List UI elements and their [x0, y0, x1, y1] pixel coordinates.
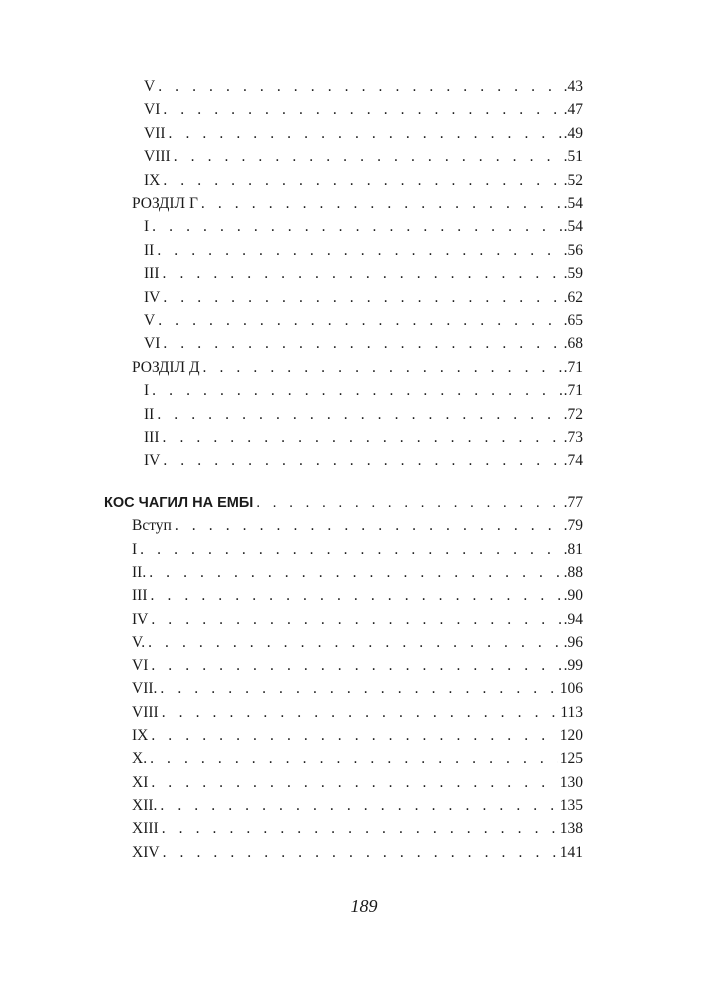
dot-leader	[163, 263, 562, 285]
page-number: 189	[350, 896, 378, 916]
toc-entry	[144, 380, 583, 402]
toc-entry-page: 135	[559, 796, 583, 814]
toc-chapter-entry	[132, 193, 583, 215]
dot-leader	[163, 427, 562, 449]
toc-entry-label: VIII	[132, 703, 159, 721]
toc-entry-label: IV	[132, 610, 149, 628]
dot-leader	[162, 818, 558, 840]
toc-entry-label: X.	[132, 750, 148, 768]
dot-leader	[163, 99, 561, 121]
toc-section-title	[104, 492, 583, 514]
dot-leader	[158, 310, 561, 332]
toc-entry	[144, 404, 583, 426]
dot-leader	[256, 492, 561, 514]
toc-entry-page: .56	[563, 241, 583, 259]
toc-entry-label: XIV	[132, 843, 160, 861]
toc-entry-label: XII.	[132, 796, 158, 814]
toc-entry-page: .54	[563, 218, 583, 236]
toc-entry-label: IV	[144, 288, 161, 306]
toc-entry-label: КОС ЧАГИЛ НА ЕМБІ	[104, 495, 254, 511]
toc-entry-page: .96	[563, 633, 583, 651]
toc-entry-page: .68	[563, 335, 583, 353]
dot-leader	[160, 678, 557, 700]
toc-entry	[132, 515, 583, 537]
toc-entry	[144, 310, 583, 332]
toc-entry-label: РОЗДІЛ Д	[132, 358, 200, 376]
dot-leader	[151, 772, 557, 794]
toc-entry	[144, 450, 583, 472]
dot-leader	[157, 240, 561, 262]
dot-leader	[149, 562, 561, 584]
dot-leader	[140, 539, 561, 561]
toc-entry	[132, 585, 583, 607]
toc-entry-label: XI	[132, 773, 149, 791]
dot-leader	[175, 515, 562, 537]
toc-entry	[132, 795, 583, 817]
toc-entry-page: .88	[563, 563, 583, 581]
toc-entry-page: .71	[563, 358, 583, 376]
toc-entry	[144, 240, 583, 262]
toc-entry-label: V	[144, 78, 156, 95]
dot-leader	[157, 404, 561, 426]
toc-entry	[144, 287, 583, 309]
toc-entry-label: Вступ	[132, 517, 172, 535]
toc-entry-page: 106	[559, 680, 583, 698]
toc-entry-label: I	[144, 382, 150, 400]
dot-leader	[150, 748, 558, 770]
dot-leader	[160, 795, 557, 817]
dot-leader	[151, 609, 561, 631]
toc-entry	[144, 263, 583, 285]
toc-entry	[144, 333, 583, 355]
dot-leader	[163, 287, 561, 309]
toc-entry-page: .52	[563, 171, 583, 189]
toc-entry-page: .71	[563, 382, 583, 400]
toc-entry-label: II.	[132, 563, 147, 581]
toc-entry-page: .43	[563, 78, 583, 95]
toc-entry	[132, 632, 583, 654]
dot-leader	[148, 632, 562, 654]
toc-entry-label: I	[144, 218, 150, 236]
toc-entry	[132, 655, 583, 677]
toc-entry-page: .54	[563, 195, 583, 212]
toc-entry	[144, 99, 583, 121]
dot-leader	[151, 655, 561, 677]
toc-entry-label: V.	[132, 633, 146, 651]
toc-entry-label: XIII	[132, 820, 159, 838]
dot-leader	[151, 585, 562, 607]
toc-entry-page: .79	[563, 517, 583, 535]
dot-leader	[174, 146, 562, 168]
toc-entry-label: IV	[144, 452, 161, 470]
toc-entry-label: III	[144, 265, 160, 283]
dot-leader	[152, 380, 561, 402]
dot-leader	[162, 702, 559, 724]
toc-entry-page: 138	[559, 820, 583, 838]
toc-entry-page: .65	[563, 312, 583, 329]
toc-entry-label: VIII	[144, 148, 171, 166]
toc-entry-label: IX	[132, 727, 149, 744]
toc-entry-page: 141	[559, 843, 583, 861]
toc-entry	[144, 170, 583, 192]
toc-entry-page: .72	[563, 405, 583, 423]
toc-entry	[132, 748, 583, 770]
toc-entry	[144, 123, 583, 145]
toc-entry-page: 125	[559, 750, 583, 768]
toc-entry-page: .90	[563, 587, 583, 605]
toc-entry-label: IX	[144, 171, 161, 189]
toc-entry-label: III	[144, 429, 160, 446]
toc-entry-page: .59	[563, 265, 583, 283]
toc-entry-label: VI	[144, 335, 161, 353]
toc-entry	[132, 842, 583, 864]
toc-entry-page: .99	[563, 657, 583, 675]
toc-entry-page: .74	[563, 452, 583, 470]
dot-leader	[152, 216, 561, 238]
toc-entry-page: .81	[563, 540, 583, 558]
toc-entry	[144, 76, 583, 98]
dot-leader	[163, 842, 558, 864]
toc-entry	[132, 702, 583, 724]
dot-leader	[158, 76, 561, 98]
dot-leader	[163, 170, 561, 192]
toc-entry	[132, 725, 583, 747]
toc-entry-page: .62	[563, 288, 583, 306]
toc-entry-label: I	[132, 540, 138, 558]
toc-entry	[132, 772, 583, 794]
dot-leader	[203, 357, 562, 379]
dot-leader	[201, 193, 562, 215]
toc-entry-label: VI	[144, 101, 161, 119]
toc-entry	[132, 818, 583, 840]
toc-entry-label: III	[132, 587, 148, 605]
toc-entry-page: .51	[563, 148, 583, 166]
dot-leader	[163, 333, 561, 355]
toc-entry-label: II	[144, 405, 155, 423]
toc-entry	[132, 678, 583, 700]
toc-entry	[144, 427, 583, 449]
dot-leader	[163, 450, 561, 472]
toc-entry-label: VII.	[132, 680, 158, 698]
toc-entry	[144, 146, 583, 168]
dot-leader	[151, 725, 557, 747]
toc-entry-label: VI	[132, 657, 149, 675]
toc-entry-page: 130	[559, 773, 583, 791]
dot-leader	[169, 123, 562, 145]
toc-entry-label: II	[144, 241, 155, 259]
toc-entry-page: .77	[563, 494, 583, 511]
toc-entry-page: .47	[563, 101, 583, 119]
toc-entry-label: РОЗДІЛ Г	[132, 195, 198, 212]
toc-chapter-entry	[132, 357, 583, 379]
toc-entry-page: .94	[563, 610, 583, 628]
toc-entry	[132, 539, 583, 561]
toc-entry-label: VII	[144, 124, 166, 142]
toc-entry-label: V	[144, 312, 156, 329]
toc-entry	[132, 609, 583, 631]
toc-entry-page: .49	[563, 124, 583, 142]
toc-entry	[144, 216, 583, 238]
toc-entry	[132, 562, 583, 584]
toc-entry-page: 120	[559, 727, 583, 744]
toc-entry-page: .73	[563, 429, 583, 446]
toc-entry-page: 113	[560, 703, 583, 721]
